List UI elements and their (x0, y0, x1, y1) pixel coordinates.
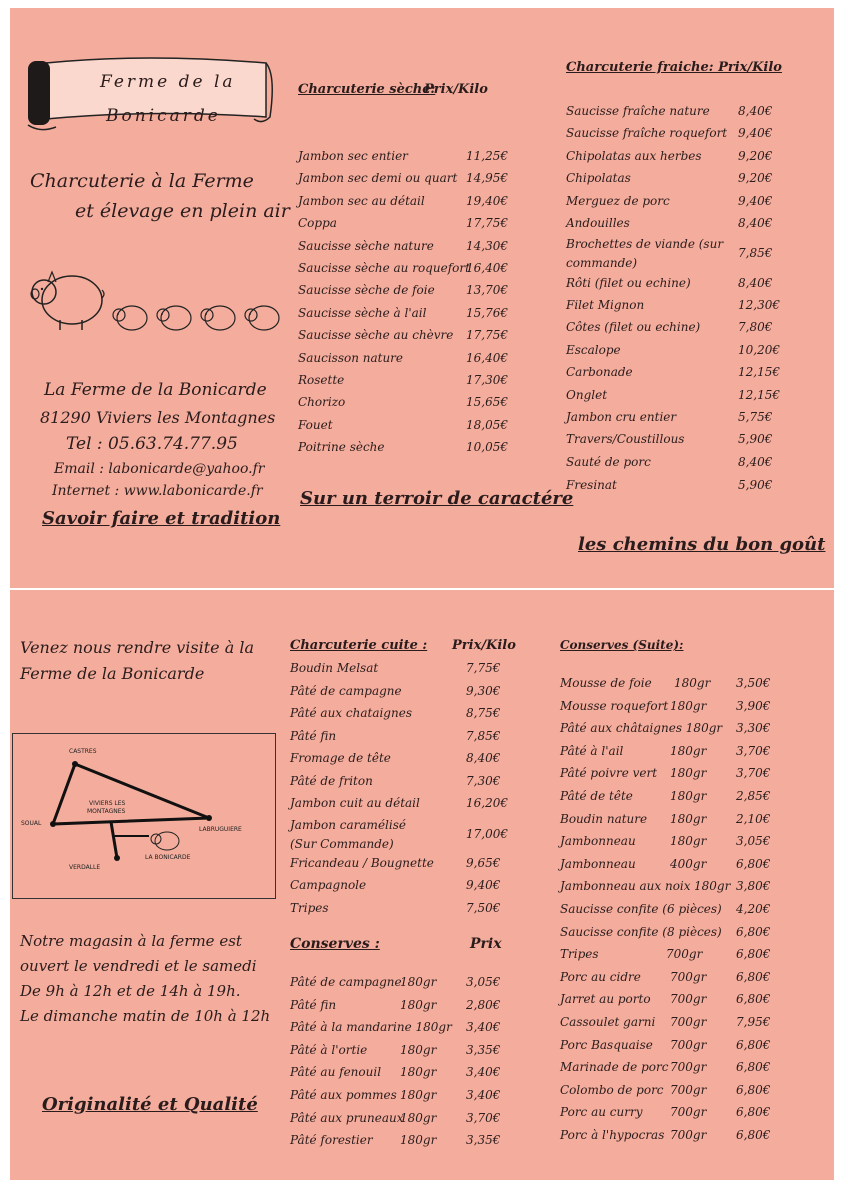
item-price: 2,80€ (466, 998, 501, 1012)
contact-name: La Ferme de la Bonicarde (44, 380, 267, 400)
item-name: Pâté à la mandarine 180gr (290, 1020, 452, 1034)
item-name: Pâté de friton (290, 774, 373, 788)
item-price: 3,40€ (466, 1088, 501, 1102)
item-quantity: 180gr (400, 975, 437, 989)
item-name: Jambon caramélisé (290, 818, 406, 832)
conserves-price-head: Prix (470, 936, 502, 952)
menu-item-row (560, 902, 810, 922)
menu-item-row (560, 699, 810, 719)
item-quantity: 180gr (400, 998, 437, 1012)
item-name: Brochettes de viande (sur (566, 237, 724, 251)
menu-item-row (298, 194, 538, 214)
menu-item-row (290, 774, 530, 794)
item-name: Jambonneau (560, 834, 636, 848)
item-price: 3,90€ (736, 699, 771, 713)
menu-item-row (290, 706, 530, 726)
item-name: Saucisse confite (8 pièces) (560, 925, 722, 939)
map-label-soual: SOUAL (21, 820, 42, 827)
item-price: 9,20€ (738, 149, 773, 163)
item-quantity: 180gr (670, 789, 707, 803)
contact-address: 81290 Viviers les Montagnes (40, 408, 276, 427)
item-name-line2: commande) (566, 256, 638, 270)
item-quantity: 180gr (400, 1043, 437, 1057)
menu-item-row (298, 373, 538, 393)
menu-item-row (290, 878, 530, 898)
item-name: Pâté aux pruneaux (290, 1111, 404, 1125)
menu-item-row (560, 992, 810, 1012)
item-price: 12,15€ (738, 365, 780, 379)
menu-item-row (566, 478, 806, 498)
item-price: 17,75€ (466, 216, 508, 230)
menu-item-row (298, 149, 538, 169)
menu-item-row (298, 171, 538, 191)
menu-item-row (298, 440, 538, 460)
item-price: 13,70€ (466, 283, 508, 297)
item-name: Porc Basquaise (560, 1038, 653, 1052)
item-price: 11,25€ (466, 149, 508, 163)
menu-item-row (560, 744, 810, 764)
slogan-bon-gout: les chemins du bon goût (578, 534, 826, 555)
item-name: Jambon sec entier (298, 149, 408, 163)
item-price: 6,80€ (736, 992, 771, 1006)
item-price: 14,95€ (466, 171, 508, 185)
item-price: 9,40€ (738, 126, 773, 140)
menu-item-row (560, 789, 810, 809)
map-label-labruguiere: LABRUGUIERE (199, 826, 242, 833)
item-price: 12,30€ (738, 298, 780, 312)
item-name: Escalope (566, 343, 621, 357)
item-price: 7,95€ (736, 1015, 771, 1029)
item-name: Jambon cru entier (566, 410, 677, 424)
piglet-icon (198, 300, 238, 336)
item-price: 9,40€ (738, 194, 773, 208)
item-name: Jambon cuit au détail (290, 796, 420, 810)
item-name: Colombo de porc (560, 1083, 664, 1097)
item-quantity: 180gr (674, 676, 711, 690)
map-label-viviers-2: MONTAGNES (87, 808, 126, 815)
item-price: 9,20€ (738, 171, 773, 185)
menu-item-row (566, 388, 806, 408)
visit-line1: Venez nous rendre visite à la (20, 638, 254, 657)
visit-line2: Ferme de la Bonicarde (20, 664, 205, 683)
item-name: Boudin Melsat (290, 661, 379, 675)
item-name: Porc au cidre (560, 970, 641, 984)
item-price: 8,40€ (738, 216, 773, 230)
item-quantity: 700gr (670, 970, 707, 984)
conserves-title: Conserves : (290, 936, 380, 952)
seche-price-head: Prix/Kilo (424, 82, 488, 97)
item-name: Tripes (290, 901, 329, 915)
item-name: Jambonneau aux noix (560, 879, 691, 893)
item-quantity: 700gr (670, 1060, 707, 1074)
menu-item-row (566, 410, 806, 430)
menu-item-row (566, 237, 806, 270)
menu-item-row (566, 298, 806, 318)
item-price: 7,85€ (466, 729, 501, 743)
menu-item-row (560, 970, 810, 990)
item-price: 17,00€ (466, 827, 508, 841)
tagline-line1: Charcuterie à la Ferme (30, 170, 254, 192)
item-price: 4,20€ (736, 902, 771, 916)
item-name: Pâté aux châtaignes 180gr (560, 721, 723, 735)
item-name: Fromage de tête (290, 751, 391, 765)
menu-item-row (290, 1133, 530, 1153)
item-price: 3,35€ (466, 1043, 501, 1057)
contact-email[interactable]: Email : labonicarde@yahoo.fr (54, 461, 265, 477)
menu-item-row (560, 1060, 810, 1080)
item-price: 7,85€ (738, 246, 773, 260)
menu-item-row (566, 455, 806, 475)
menu-item-row (566, 126, 806, 146)
map-label-verdalle: VERDALLE (69, 864, 101, 871)
item-price: 10,05€ (466, 440, 508, 454)
menu-item-row (560, 879, 810, 899)
seche-title: Charcuterie sèche: (298, 82, 436, 97)
location-map[interactable] (12, 733, 276, 899)
item-price: 15,65€ (466, 395, 508, 409)
item-price: 10,20€ (738, 343, 780, 357)
item-name: Pâté au fenouil (290, 1065, 382, 1079)
item-quantity: 700gr (670, 1128, 707, 1142)
item-name: Fresinat (566, 478, 617, 492)
piglet-icon (242, 300, 282, 336)
item-price: 18,05€ (466, 418, 508, 432)
item-name: Pâté à l'ortie (290, 1043, 368, 1057)
item-name: Sauté de porc (566, 455, 651, 469)
menu-item-row (566, 365, 806, 385)
slogan-originalite: Originalité et Qualité (42, 1094, 258, 1115)
item-price: 17,75€ (466, 328, 508, 342)
item-name: Merguez de porc (566, 194, 670, 208)
item-price: 9,65€ (466, 856, 501, 870)
menu-item-row (566, 104, 806, 124)
item-name: Jambon sec demi ou quart (298, 171, 458, 185)
item-price: 6,80€ (736, 970, 771, 984)
map-label-castres: CASTRES (69, 748, 97, 755)
item-name: Saucisse sèche à l'ail (298, 306, 427, 320)
item-name: Onglet (566, 388, 608, 402)
menu-item-row (298, 306, 538, 326)
item-quantity: 180gr (670, 812, 707, 826)
menu-item-row (298, 261, 538, 281)
menu-item-row (290, 1020, 530, 1040)
item-price: 8,40€ (738, 104, 773, 118)
item-name: Chipolatas aux herbes (566, 149, 702, 163)
item-quantity: 700gr (670, 1038, 707, 1052)
item-price: 3,80€ (736, 879, 771, 893)
item-name: Marinade de porc (560, 1060, 669, 1074)
item-price: 3,70€ (466, 1111, 501, 1125)
menu-item-row (560, 857, 810, 877)
menu-item-row (566, 194, 806, 214)
item-price: 14,30€ (466, 239, 508, 253)
item-price: 15,76€ (466, 306, 508, 320)
menu-item-row (560, 766, 810, 786)
item-quantity: 180gr (400, 1065, 437, 1079)
item-name: Travers/Coustillous (566, 432, 685, 446)
menu-item-row (290, 661, 530, 681)
item-price: 9,40€ (466, 878, 501, 892)
item-quantity: 180gr (400, 1133, 437, 1147)
menu-item-row (298, 283, 538, 303)
item-price: 16,40€ (466, 351, 508, 365)
menu-item-row (290, 1065, 530, 1085)
contact-website[interactable]: Internet : www.labonicarde.fr (52, 483, 263, 499)
item-name: Poitrine sèche (298, 440, 385, 454)
menu-item-row (560, 947, 810, 967)
item-name: Saucisse sèche au chèvre (298, 328, 454, 342)
item-quantity: 400gr (670, 857, 707, 871)
item-price: 2,10€ (736, 812, 771, 826)
menu-item-row (290, 1111, 530, 1131)
item-price: 3,50€ (736, 676, 771, 690)
menu-item-row (298, 239, 538, 259)
item-quantity: 700gr (670, 992, 707, 1006)
item-name: Rosette (298, 373, 345, 387)
item-price: 6,80€ (736, 1128, 771, 1142)
menu-item-row (560, 676, 810, 696)
item-price: 9,30€ (466, 684, 501, 698)
item-name: Chorizo (298, 395, 346, 409)
menu-item-row (566, 276, 806, 296)
item-name: Pâté forestier (290, 1133, 373, 1147)
menu-item-row (566, 171, 806, 191)
menu-item-row (566, 149, 806, 169)
hours-line1: Notre magasin à la ferme est (20, 932, 242, 950)
item-name: Pâté de campagne (290, 975, 402, 989)
item-name: Pâté aux pommes (290, 1088, 397, 1102)
menu-item-row (290, 684, 530, 704)
menu-item-row (290, 729, 530, 749)
item-price: 6,80€ (736, 1038, 771, 1052)
slogan-savoir-faire: Savoir faire et tradition (42, 508, 281, 529)
menu-item-row (290, 796, 530, 816)
item-name: Saucisse sèche nature (298, 239, 434, 253)
item-name: Saucisson nature (298, 351, 404, 365)
map-pig-icon (149, 828, 183, 854)
item-price: 17,30€ (466, 373, 508, 387)
menu-item-row (290, 998, 530, 1018)
contact-phone[interactable]: Tel : 05.63.74.77.95 (66, 434, 238, 454)
tagline-line2: et élevage en plein air (75, 200, 290, 222)
item-price: 8,75€ (466, 706, 501, 720)
item-price: 7,30€ (466, 774, 501, 788)
item-name: Jambon sec au détail (298, 194, 425, 208)
item-price: 6,80€ (736, 1105, 771, 1119)
item-price: 3,05€ (736, 834, 771, 848)
menu-item-row (298, 351, 538, 371)
item-price: 8,40€ (466, 751, 501, 765)
menu-item-row (560, 1128, 810, 1148)
item-name: Chipolatas (566, 171, 631, 185)
item-name: Pâté de campagne (290, 684, 402, 698)
menu-item-row (566, 432, 806, 452)
menu-item-row (298, 418, 538, 438)
menu-item-row (560, 721, 810, 741)
item-quantity: 180gr (670, 699, 707, 713)
item-quantity: 700gr (670, 1083, 707, 1097)
menu-item-row (298, 216, 538, 236)
item-name: Saucisse confite (6 pièces) (560, 902, 722, 916)
item-name: Porc au curry (560, 1105, 643, 1119)
hours-line2: ouvert le vendredi et le samedi (20, 957, 257, 975)
menu-item-row (560, 812, 810, 832)
item-name: Saucisse fraîche roquefort (566, 126, 728, 140)
farm-title-line1: Ferme de la (100, 72, 236, 92)
item-price: 3,35€ (466, 1133, 501, 1147)
item-quantity: 180gr (670, 766, 707, 780)
menu-item-row (560, 1038, 810, 1058)
menu-item-row (290, 751, 530, 771)
item-name: Carbonade (566, 365, 633, 379)
piglet-icon (110, 300, 150, 336)
item-name: Saucisse fraîche nature (566, 104, 710, 118)
menu-item-row (560, 1015, 810, 1035)
item-price: 7,80€ (738, 320, 773, 334)
item-price: 8,40€ (738, 455, 773, 469)
item-name: Pâté aux chataignes (290, 706, 412, 720)
menu-item-row (290, 818, 530, 851)
item-name: Coppa (298, 216, 337, 230)
item-price: 3,05€ (466, 975, 501, 989)
menu-item-row (566, 320, 806, 340)
item-quantity: 700gr (670, 1105, 707, 1119)
menu-item-row (290, 901, 530, 921)
item-price: 7,75€ (466, 661, 501, 675)
item-price: 6,80€ (736, 857, 771, 871)
item-price: 8,40€ (738, 276, 773, 290)
item-name: Jambonneau (560, 857, 636, 871)
item-quantity: 180gr (670, 834, 707, 848)
menu-item-row (290, 1088, 530, 1108)
item-price: 6,80€ (736, 1083, 771, 1097)
item-price: 6,80€ (736, 947, 771, 961)
menu-item-row (298, 328, 538, 348)
menu-item-row (560, 1105, 810, 1125)
item-price: 2,85€ (736, 789, 771, 803)
menu-item-row (560, 834, 810, 854)
fraiche-title: Charcuterie fraiche: Prix/Kilo (566, 60, 782, 75)
menu-item-row (290, 1043, 530, 1063)
menu-item-row (566, 343, 806, 363)
item-price: 19,40€ (466, 194, 508, 208)
item-name: Tripes (560, 947, 599, 961)
item-price: 7,50€ (466, 901, 501, 915)
farm-title-line2: Bonicarde (106, 106, 221, 126)
item-name: Pâté fin (290, 998, 337, 1012)
item-name: Cassoulet garni (560, 1015, 656, 1029)
item-price: 5,75€ (738, 410, 773, 424)
item-name: Saucisse sèche au roquefort (298, 261, 470, 275)
item-name: Pâté de tête (560, 789, 633, 803)
item-price: 3,40€ (466, 1065, 501, 1079)
piglet-icon (154, 300, 194, 336)
item-quantity: 700gr (670, 1015, 707, 1029)
item-name: Fouet (298, 418, 333, 432)
item-price: 3,70€ (736, 744, 771, 758)
map-label-viviers-1: VIVIERS LES (89, 800, 126, 807)
menu-item-row (290, 975, 530, 995)
menu-item-row (560, 1083, 810, 1103)
item-name: Porc à l'hypocras (560, 1128, 665, 1142)
item-price: 16,40€ (466, 261, 508, 275)
pig-icon (26, 262, 106, 334)
item-price: 6,80€ (736, 1060, 771, 1074)
item-name: Pâté à l'ail (560, 744, 624, 758)
item-quantity: 180gr (400, 1111, 437, 1125)
menu-item-row (298, 395, 538, 415)
item-name: Mousse de foie (560, 676, 652, 690)
item-name: Campagnole (290, 878, 367, 892)
menu-item-row (566, 216, 806, 236)
item-name: Pâté fin (290, 729, 337, 743)
cuite-price-head: Prix/Kilo (452, 638, 516, 653)
cuite-title: Charcuterie cuite : (290, 638, 428, 653)
item-price: 16,20€ (466, 796, 508, 810)
item-quantity: 180gr (670, 744, 707, 758)
item-price: 3,30€ (736, 721, 771, 735)
hours-line4: Le dimanche matin de 10h à 12h (20, 1007, 271, 1025)
item-price: 12,15€ (738, 388, 780, 402)
item-name: Andouilles (566, 216, 630, 230)
item-name: Fricandeau / Bougnette (290, 856, 434, 870)
item-name: Jarret au porto (560, 992, 651, 1006)
item-price: 5,90€ (738, 432, 773, 446)
hours-line3: De 9h à 12h et de 14h à 19h. (20, 982, 241, 1000)
item-name: Côtes (filet ou echine) (566, 320, 701, 334)
item-price: 5,90€ (738, 478, 773, 492)
item-name: Filet Mignon (566, 298, 645, 312)
item-price: 3,40€ (466, 1020, 501, 1034)
item-quantity: 180gr (694, 879, 731, 893)
item-name: Boudin nature (560, 812, 648, 826)
menu-item-row (290, 856, 530, 876)
conserves-suite-title: Conserves (Suite): (560, 638, 684, 652)
item-name: Saucisse sèche de foie (298, 283, 435, 297)
item-name: Mousse roquefort (560, 699, 669, 713)
menu-item-row (560, 925, 810, 945)
item-quantity: 180gr (400, 1088, 437, 1102)
item-name-line2: (Sur Commande) (290, 837, 394, 851)
item-price: 6,80€ (736, 925, 771, 939)
item-price: 3,70€ (736, 766, 771, 780)
item-quantity: 700gr (666, 947, 703, 961)
item-name: Pâté poivre vert (560, 766, 658, 780)
item-name: Rôti (filet ou echine) (566, 276, 691, 290)
map-label-bonicarde: LA BONICARDE (145, 854, 191, 861)
slogan-terroir: Sur un terroir de caractére (300, 488, 574, 509)
